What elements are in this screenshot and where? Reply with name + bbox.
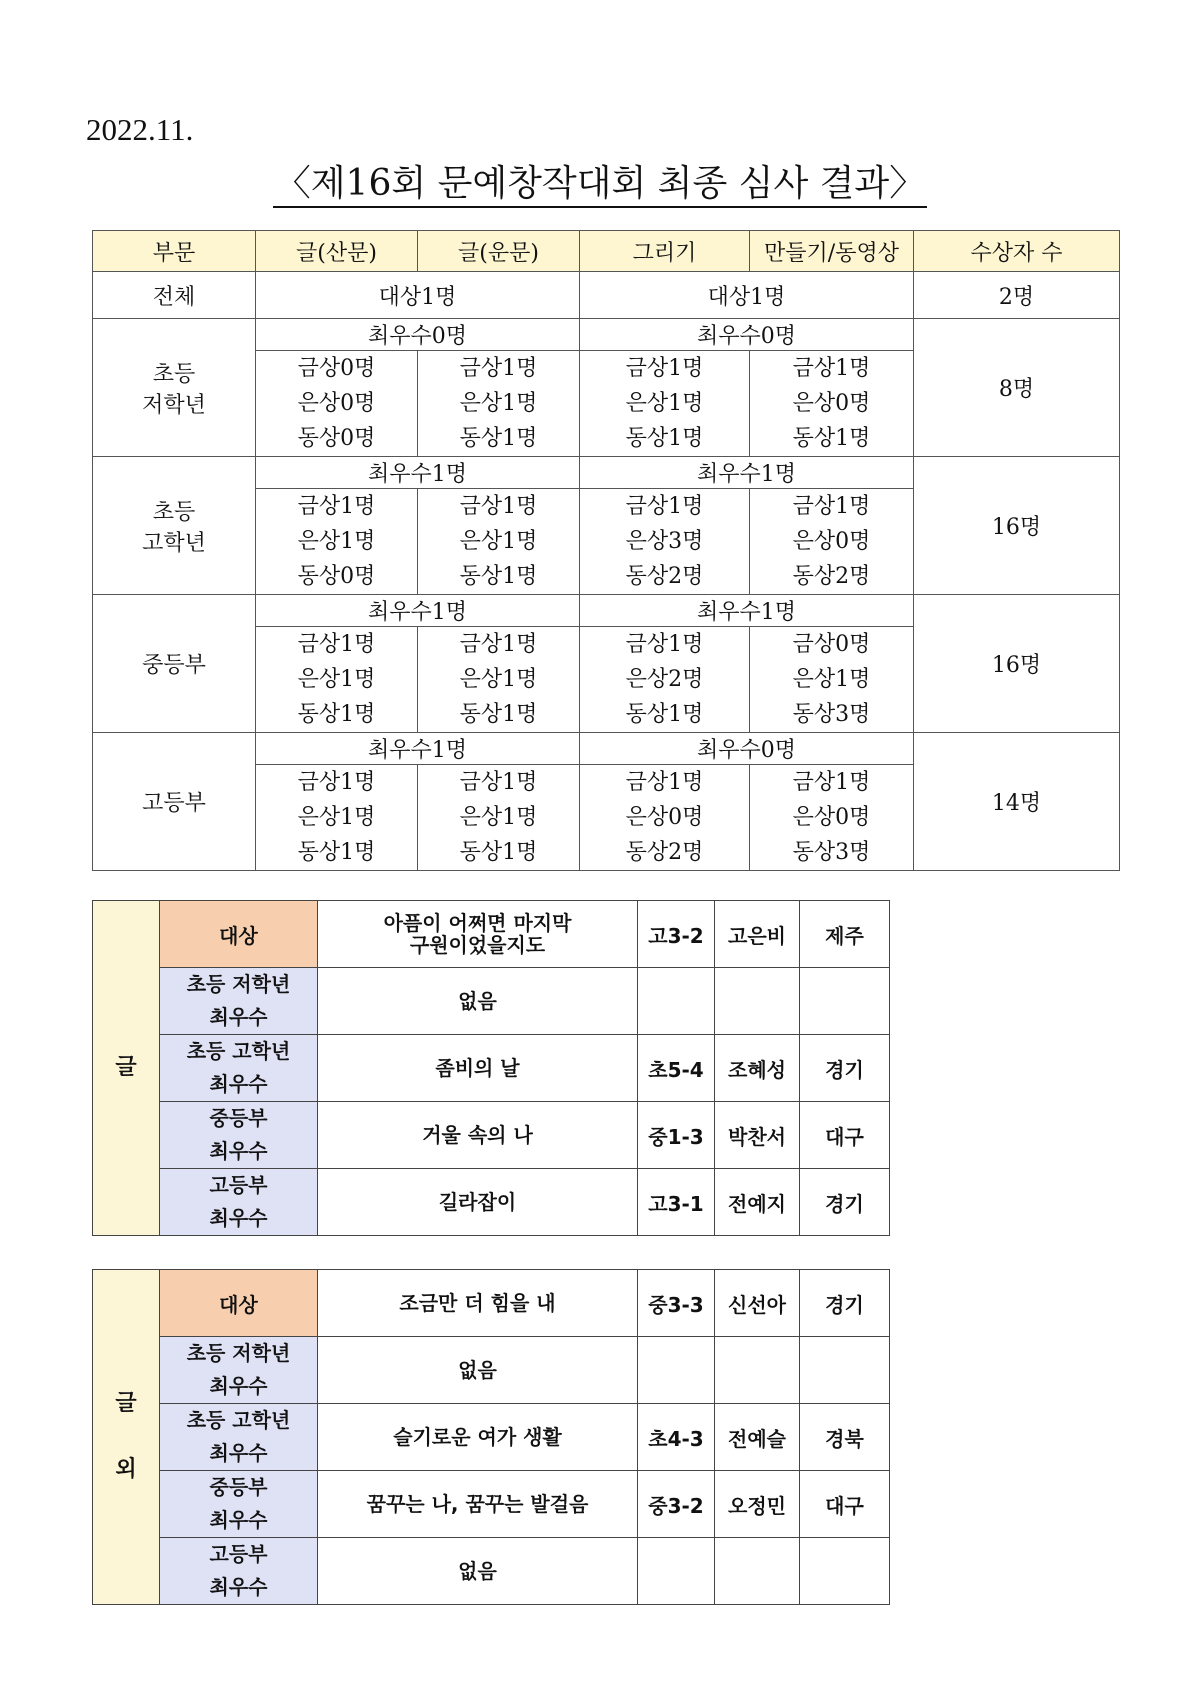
group-label: 초등 저학년	[93, 319, 256, 457]
awards-prose: 금상1명 은상1명 동상0명	[256, 489, 418, 595]
winner-row	[93, 1337, 890, 1404]
best-art: 최우수1명	[580, 457, 914, 489]
class-cell	[638, 968, 715, 1035]
work-title: 꿈꾸는 나, 꿈꾸는 발걸음	[318, 1471, 638, 1538]
total-count: 2명	[914, 272, 1120, 319]
work-title: 조금만 더 힘을 내	[318, 1270, 638, 1337]
class-cell: 초4-3	[638, 1404, 715, 1471]
winner-row	[93, 901, 890, 968]
awards-prose: 금상0명 은상0명 동상0명	[256, 351, 418, 457]
region-cell: 경기	[800, 1270, 890, 1337]
awards-drawing: 금상1명 은상0명 동상2명	[580, 765, 750, 871]
best-writing: 최우수0명	[256, 319, 580, 351]
total-art: 대상1명	[580, 272, 914, 319]
awards-making: 금상1명 은상0명 동상1명	[750, 351, 914, 457]
awards-drawing: 금상1명 은상3명 동상2명	[580, 489, 750, 595]
group-best-row	[93, 733, 1120, 765]
genre-label: 글	[93, 901, 160, 1236]
group-best-row	[93, 319, 1120, 351]
category-cell: 초등 고학년 최우수	[160, 1404, 318, 1471]
name-cell	[715, 1538, 800, 1605]
document-title-text: 〈제16회 문예창작대회 최종 심사 결과〉	[273, 163, 927, 208]
best-writing: 최우수1명	[256, 457, 580, 489]
name-cell: 전예슬	[715, 1404, 800, 1471]
header-making-video: 만들기/동영상	[750, 231, 914, 272]
class-cell: 고3-2	[638, 901, 715, 968]
group-label: 중등부	[93, 595, 256, 733]
name-cell	[715, 968, 800, 1035]
awards-making: 금상1명 은상0명 동상3명	[750, 765, 914, 871]
work-title: 길라잡이	[318, 1169, 638, 1236]
header-division: 부문	[93, 231, 256, 272]
writing-winners-table	[92, 900, 890, 1236]
class-cell: 고3-1	[638, 1169, 715, 1236]
awards-prose: 금상1명 은상1명 동상1명	[256, 765, 418, 871]
awards-making: 금상0명 은상1명 동상3명	[750, 627, 914, 733]
group-best-row	[93, 457, 1120, 489]
winner-row	[93, 1035, 890, 1102]
category-cell: 대상	[160, 901, 318, 968]
awards-drawing: 금상1명 은상2명 동상1명	[580, 627, 750, 733]
name-cell: 박찬서	[715, 1102, 800, 1169]
winner-row	[93, 1169, 890, 1236]
group-label: 고등부	[93, 733, 256, 871]
name-cell	[715, 1337, 800, 1404]
winner-row	[93, 1102, 890, 1169]
work-title: 거울 속의 나	[318, 1102, 638, 1169]
group-count: 8명	[914, 319, 1120, 457]
best-writing: 최우수1명	[256, 595, 580, 627]
name-cell: 오정민	[715, 1471, 800, 1538]
category-cell: 고등부 최우수	[160, 1169, 318, 1236]
group-count: 14명	[914, 733, 1120, 871]
class-cell: 중1-3	[638, 1102, 715, 1169]
work-title: 좀비의 날	[318, 1035, 638, 1102]
awards-verse: 금상1명 은상1명 동상1명	[418, 489, 580, 595]
group-label: 초등 고학년	[93, 457, 256, 595]
work-title: 없음	[318, 1337, 638, 1404]
group-best-row	[93, 595, 1120, 627]
awards-verse: 금상1명 은상1명 동상1명	[418, 627, 580, 733]
category-cell: 중등부 최우수	[160, 1471, 318, 1538]
awards-drawing: 금상1명 은상1명 동상1명	[580, 351, 750, 457]
category-cell: 초등 저학년 최우수	[160, 1337, 318, 1404]
region-cell: 경기	[800, 1035, 890, 1102]
document-title	[0, 155, 1200, 206]
group-count: 16명	[914, 457, 1120, 595]
total-label: 전체	[93, 272, 256, 319]
name-cell: 조혜성	[715, 1035, 800, 1102]
group-count: 16명	[914, 595, 1120, 733]
name-cell: 고은비	[715, 901, 800, 968]
region-cell	[800, 968, 890, 1035]
region-cell: 경북	[800, 1404, 890, 1471]
header-drawing: 그리기	[580, 231, 750, 272]
name-cell: 전예지	[715, 1169, 800, 1236]
category-cell: 고등부 최우수	[160, 1538, 318, 1605]
document-date: 2022.11.	[86, 112, 194, 147]
best-art: 최우수0명	[580, 733, 914, 765]
region-cell: 경기	[800, 1169, 890, 1236]
region-cell: 제주	[800, 901, 890, 968]
winner-row	[93, 1404, 890, 1471]
summary-table	[92, 230, 1120, 871]
work-title: 슬기로운 여가 생활	[318, 1404, 638, 1471]
summary-total-row	[93, 272, 1120, 319]
region-cell: 대구	[800, 1102, 890, 1169]
awards-prose: 금상1명 은상1명 동상1명	[256, 627, 418, 733]
awards-verse: 금상1명 은상1명 동상1명	[418, 765, 580, 871]
class-cell: 중3-3	[638, 1270, 715, 1337]
summary-header-row	[93, 231, 1120, 272]
winner-row	[93, 1538, 890, 1605]
header-winner-count: 수상자 수	[914, 231, 1120, 272]
class-cell: 초5-4	[638, 1035, 715, 1102]
total-writing: 대상1명	[256, 272, 580, 319]
header-prose: 글(산문)	[256, 231, 418, 272]
best-art: 최우수1명	[580, 595, 914, 627]
category-cell: 중등부 최우수	[160, 1102, 318, 1169]
work-title: 아픔이 어쩌면 마지막 구원이었을지도	[318, 901, 638, 968]
class-cell	[638, 1538, 715, 1605]
category-cell: 초등 저학년 최우수	[160, 968, 318, 1035]
region-cell	[800, 1538, 890, 1605]
work-title: 없음	[318, 968, 638, 1035]
best-writing: 최우수1명	[256, 733, 580, 765]
category-cell: 대상	[160, 1270, 318, 1337]
region-cell	[800, 1337, 890, 1404]
name-cell: 신선아	[715, 1270, 800, 1337]
genre-label: 글 외	[93, 1270, 160, 1605]
winner-row	[93, 968, 890, 1035]
work-title: 없음	[318, 1538, 638, 1605]
best-art: 최우수0명	[580, 319, 914, 351]
class-cell	[638, 1337, 715, 1404]
header-verse: 글(운문)	[418, 231, 580, 272]
class-cell: 중3-2	[638, 1471, 715, 1538]
region-cell: 대구	[800, 1471, 890, 1538]
art-winners-table	[92, 1269, 890, 1605]
winner-row	[93, 1471, 890, 1538]
awards-verse: 금상1명 은상1명 동상1명	[418, 351, 580, 457]
winner-row	[93, 1270, 890, 1337]
category-cell: 초등 고학년 최우수	[160, 1035, 318, 1102]
awards-making: 금상1명 은상0명 동상2명	[750, 489, 914, 595]
